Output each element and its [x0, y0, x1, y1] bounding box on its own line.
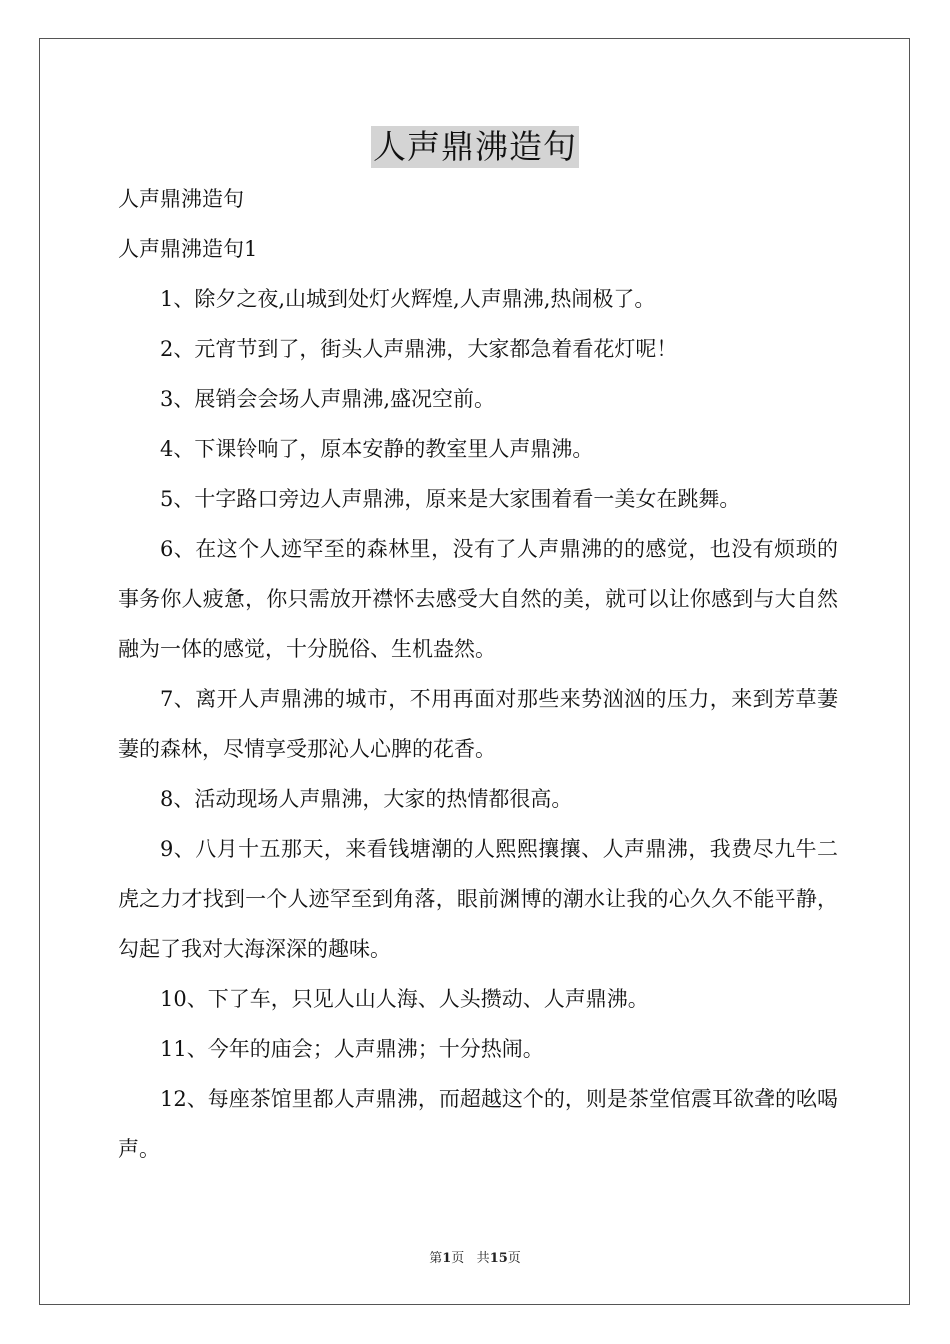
paragraph: 3、展销会会场人声鼎沸,盛况空前。	[160, 387, 496, 411]
page-footer	[0, 1247, 950, 1266]
page-suffix: 页	[451, 1251, 465, 1266]
paragraph: 12、每座茶馆里都人声鼎沸，而超越这个的，则是茶堂倌震耳欲聋的吆喝声。	[118, 1087, 838, 1161]
paragraph: 7、离开人声鼎沸的城市，不用再面对那些来势汹汹的压力，来到芳草萋萋的森林，尽情享受那沁人心脾的花香。	[118, 687, 838, 761]
document-title: 人声鼎沸造句	[373, 127, 577, 166]
page-number: 1	[442, 1251, 452, 1266]
paragraph: 11、今年的庙会；人声鼎沸；十分热闹。	[160, 1037, 544, 1061]
paragraph: 5、十字路口旁边人声鼎沸，原来是大家围着看一美女在跳舞。	[160, 487, 741, 511]
paragraph: 10、下了车，只见人山人海、人头攒动、人声鼎沸。	[160, 987, 649, 1011]
title-container	[0, 126, 950, 168]
total-prefix: 共	[476, 1251, 490, 1266]
total-suffix: 页	[507, 1251, 521, 1266]
document-body	[118, 174, 838, 1174]
section-heading: 人声鼎沸造句1	[118, 237, 258, 261]
paragraph: 1、除夕之夜,山城到处灯火辉煌,人声鼎沸,热闹极了。	[160, 287, 656, 311]
subtitle: 人声鼎沸造句	[118, 187, 244, 211]
paragraph: 4、下课铃响了，原本安静的教室里人声鼎沸。	[160, 437, 594, 461]
paragraph: 2、元宵节到了，街头人声鼎沸，大家都急着看花灯呢！	[160, 337, 678, 361]
total-pages: 15	[489, 1251, 508, 1266]
paragraph: 6、在这个人迹罕至的森林里，没有了人声鼎沸的的感觉，也没有烦琐的事务你人疲惫，你只需放开襟怀去感受大自然的美，就可以让你感到与大自然融为一体的感觉，十分脱俗、生机盎然。	[118, 537, 838, 661]
paragraph: 9、八月十五那天，来看钱塘潮的人熙熙攘攘、人声鼎沸，我费尽九牛二虎之力才找到一个人迹罕至到角落，眼前渊博的潮水让我的心久久不能平静，勾起了我对大海深深的趣味。	[118, 837, 838, 961]
paragraph: 8、活动现场人声鼎沸，大家的热情都很高。	[160, 787, 573, 811]
page-prefix: 第	[429, 1251, 443, 1266]
